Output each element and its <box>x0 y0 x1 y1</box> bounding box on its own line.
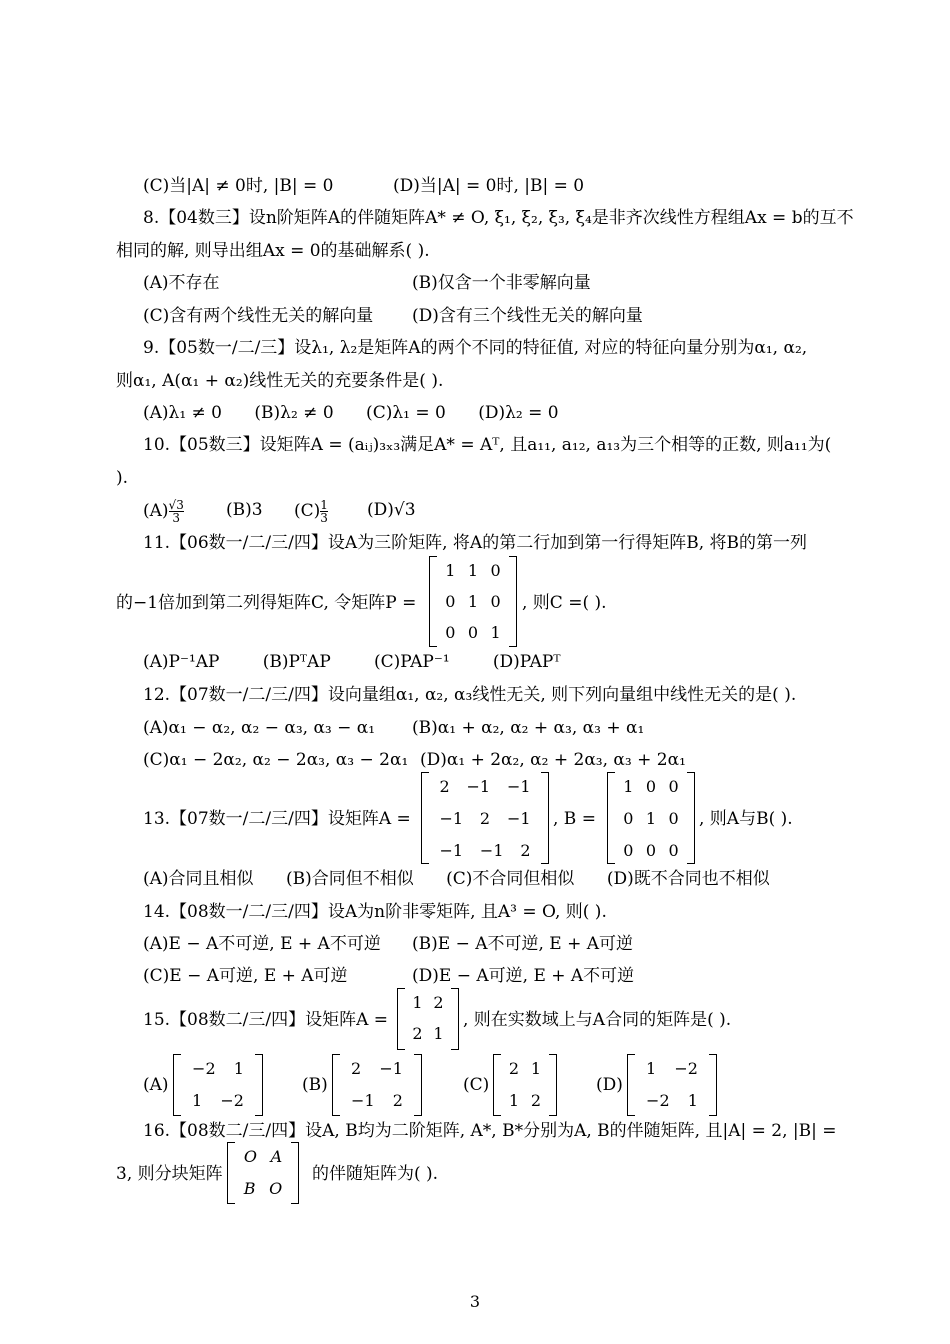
matrix-cell: −1 <box>506 777 531 796</box>
q12-option-b: (B)α₁ + α₂, α₂ + α₃, α₃ + α₁ <box>412 718 645 738</box>
matrix-cell: B <box>243 1179 256 1198</box>
matrix-cell: −1 <box>506 809 531 828</box>
q10-option-a-label: (A) <box>143 501 169 521</box>
matrix-option-c <box>493 1054 557 1116</box>
matrix-cell: −2 <box>674 1059 698 1078</box>
matrix-cell: 0 <box>623 841 634 860</box>
question-16: 16.【08数二/三/四】设A, B均为二阶矩阵, A*, B*分别为A, B的伴随矩阵, 且|A| = 2, |B| = <box>143 1121 837 1141</box>
q12-option-d: (D)α₁ + 2α₂, α₂ + 2α₃, α₃ + 2α₁ <box>420 750 686 770</box>
matrix-cell: 1 <box>645 809 657 828</box>
page-number: 3 <box>469 1292 481 1311</box>
question-13: 13.【07数一/二/三/四】设矩阵A = <box>143 809 411 829</box>
matrix-option-a <box>173 1054 263 1116</box>
matrix-cell: 0 <box>445 592 456 611</box>
question-15: 15.【08数二/三/四】设矩阵A = <box>143 1010 389 1030</box>
matrix-cell: 0 <box>490 592 501 611</box>
q12-option-c: (C)α₁ − 2α₂, α₂ − 2α₃, α₃ − 2α₁ <box>143 750 409 770</box>
q8-option-a: (A)不存在 <box>143 273 220 293</box>
matrix-cell: −1 <box>479 841 504 860</box>
matrix-cell: 0 <box>668 777 679 796</box>
q13-options: (A)合同且相似 (B)合同但不相似 (C)不合同但相似 (D)既不合同也不相似 <box>143 869 770 889</box>
q14-option-b: (B)E − A不可逆, E + A可逆 <box>412 934 634 954</box>
question-15-end: , 则在实数域上与A合同的矩阵是( ). <box>463 1010 732 1030</box>
question-8: 8.【04数三】设n阶矩阵A的伴随矩阵A* ≠ O, ξ₁, ξ₂, ξ₃, ξ₄是非齐次线性方程组Ax = b的互不 <box>143 208 854 228</box>
matrix-cell: 0 <box>668 809 679 828</box>
matrix-cell: 0 <box>668 841 679 860</box>
matrix-p <box>429 556 517 647</box>
question-14: 14.【08数一/二/三/四】设A为n阶非零矩阵, 且A³ = O, 则( ). <box>143 902 607 922</box>
matrix-cell: 0 <box>645 841 657 860</box>
matrix-cell: 1 <box>623 777 634 796</box>
matrix-a15 <box>397 988 459 1050</box>
matrix-cell: O <box>269 1179 283 1198</box>
matrix-cell: 2 <box>508 1059 520 1078</box>
q12-option-a: (A)α₁ − α₂, α₂ − α₃, α₃ − α₁ <box>143 718 376 738</box>
matrix-cell: 2 <box>412 1024 423 1043</box>
question-13-mid: , B = <box>553 809 596 829</box>
matrix-cell: 2 <box>479 809 491 828</box>
matrix-cell: 1 <box>508 1091 520 1110</box>
matrix-cell: −1 <box>351 1091 375 1110</box>
matrix-cell: 0 <box>445 623 456 642</box>
q15-option-d: (D) <box>596 1075 623 1095</box>
matrix-cell: 1 <box>490 623 501 642</box>
matrix-a13 <box>421 772 549 864</box>
q10-option-a <box>143 499 184 524</box>
matrix-cell: 1 <box>467 561 479 580</box>
q11-options: (A)P⁻¹AP (B)PᵀAP (C)PAP⁻¹ (D)PAPᵀ <box>143 652 561 672</box>
q10-option-c <box>294 499 328 524</box>
q9-options: (A)λ₁ ≠ 0 (B)λ₂ ≠ 0 (C)λ₁ = 0 (D)λ₂ = 0 <box>143 403 559 423</box>
matrix-cell: 1 <box>687 1091 698 1110</box>
matrix-b13 <box>607 772 695 864</box>
matrix-cell: 1 <box>233 1059 244 1078</box>
matrix-cell: 1 <box>530 1059 542 1078</box>
matrix-cell: 1 <box>467 592 479 611</box>
q8-option-b: (B)仅含一个非零解向量 <box>412 273 591 293</box>
matrix-cell: −2 <box>220 1091 244 1110</box>
question-16-end: 的伴随矩阵为( ). <box>312 1164 439 1184</box>
matrix-cell: 1 <box>412 993 423 1012</box>
matrix-option-d <box>627 1054 717 1116</box>
q15-option-a: (A) <box>143 1075 169 1095</box>
question-11-cont: 的−1倍加到第二列得矩阵C, 令矩阵P = <box>116 593 417 613</box>
matrix-cell: 1 <box>433 1024 444 1043</box>
q10-option-d: (D)√3 <box>367 500 416 520</box>
matrix-cell: −1 <box>466 777 491 796</box>
matrix-cell: 2 <box>392 1091 403 1110</box>
matrix-cell: 0 <box>623 809 634 828</box>
matrix-cell: 1 <box>192 1091 203 1110</box>
matrix-cell: −1 <box>439 809 464 828</box>
q10-option-b: (B)3 <box>226 500 263 520</box>
q8-option-d: (D)含有三个线性无关的解向量 <box>412 306 643 326</box>
fraction-sqrt3-over-3 <box>169 499 184 524</box>
matrix-cell: 1 <box>445 561 456 580</box>
matrix-cell: −1 <box>439 841 464 860</box>
q15-option-c: (C) <box>463 1075 490 1095</box>
question-16-cont: 3, 则分块矩阵 <box>116 1164 223 1184</box>
question-11: 11.【06数一/二/三/四】设A为三阶矩阵, 将A的第二行加到第一行得矩阵B, 将B的第一列 <box>143 533 808 553</box>
matrix-q16 <box>227 1142 299 1204</box>
q14-option-d: (D)E − A可逆, E + A不可逆 <box>412 966 635 986</box>
fraction-denominator: 3 <box>320 511 328 525</box>
question-13-end: , 则A与B( ). <box>699 809 793 829</box>
matrix-cell: −1 <box>379 1059 403 1078</box>
option-c-q7: (C)当|A| ≠ 0时, |B| = 0 <box>143 176 334 196</box>
matrix-cell: −2 <box>192 1059 216 1078</box>
question-9: 9.【05数一/二/三】设λ₁, λ₂是矩阵A的两个不同的特征值, 对应的特征向量分别为α₁, α₂, <box>143 338 808 358</box>
question-9-cont: 则α₁, A(α₁ + α₂)线性无关的充要条件是( ). <box>116 371 444 391</box>
matrix-cell: 0 <box>490 561 501 580</box>
matrix-option-b <box>332 1054 422 1116</box>
q14-option-c: (C)E − A可逆, E + A可逆 <box>143 966 348 986</box>
matrix-cell: 2 <box>530 1091 542 1110</box>
matrix-cell: 2 <box>520 841 531 860</box>
q10-option-c-label: (C) <box>294 501 321 521</box>
q15-option-b: (B) <box>302 1075 328 1095</box>
matrix-cell: A <box>270 1147 283 1166</box>
matrix-cell: 0 <box>467 623 479 642</box>
option-d-q7: (D)当|A| = 0时, |B| = 0 <box>393 176 585 196</box>
q8-option-c: (C)含有两个线性无关的解向量 <box>143 306 374 326</box>
question-10: 10.【05数三】设矩阵A = (aᵢⱼ)₃ₓ₃满足A* = Aᵀ, 且a₁₁, a₁₂, a₁₃为三个相等的正数, 则a₁₁为( <box>143 435 832 455</box>
question-10-cont: ). <box>116 468 129 488</box>
matrix-cell: 2 <box>351 1059 362 1078</box>
matrix-cell: 2 <box>433 993 444 1012</box>
matrix-cell: 1 <box>646 1059 657 1078</box>
question-8-cont: 相同的解, 则导出组Ax = 0的基础解系( ). <box>116 241 430 261</box>
matrix-cell: O <box>243 1147 257 1166</box>
question-11-end: , 则C =( ). <box>522 593 607 613</box>
matrix-cell: 2 <box>439 777 450 796</box>
q14-option-a: (A)E − A不可逆, E + A不可逆 <box>143 934 381 954</box>
fraction-numerator: √3 <box>168 498 184 512</box>
question-12: 12.【07数一/二/三/四】设向量组α₁, α₂, α₃线性无关, 则下列向量组中线性无关的是( ). <box>143 685 797 705</box>
fraction-1-over-3 <box>320 499 328 524</box>
fraction-numerator: 1 <box>320 498 328 512</box>
matrix-cell: −2 <box>646 1091 670 1110</box>
matrix-cell: 0 <box>645 777 657 796</box>
fraction-denominator: 3 <box>172 511 180 525</box>
